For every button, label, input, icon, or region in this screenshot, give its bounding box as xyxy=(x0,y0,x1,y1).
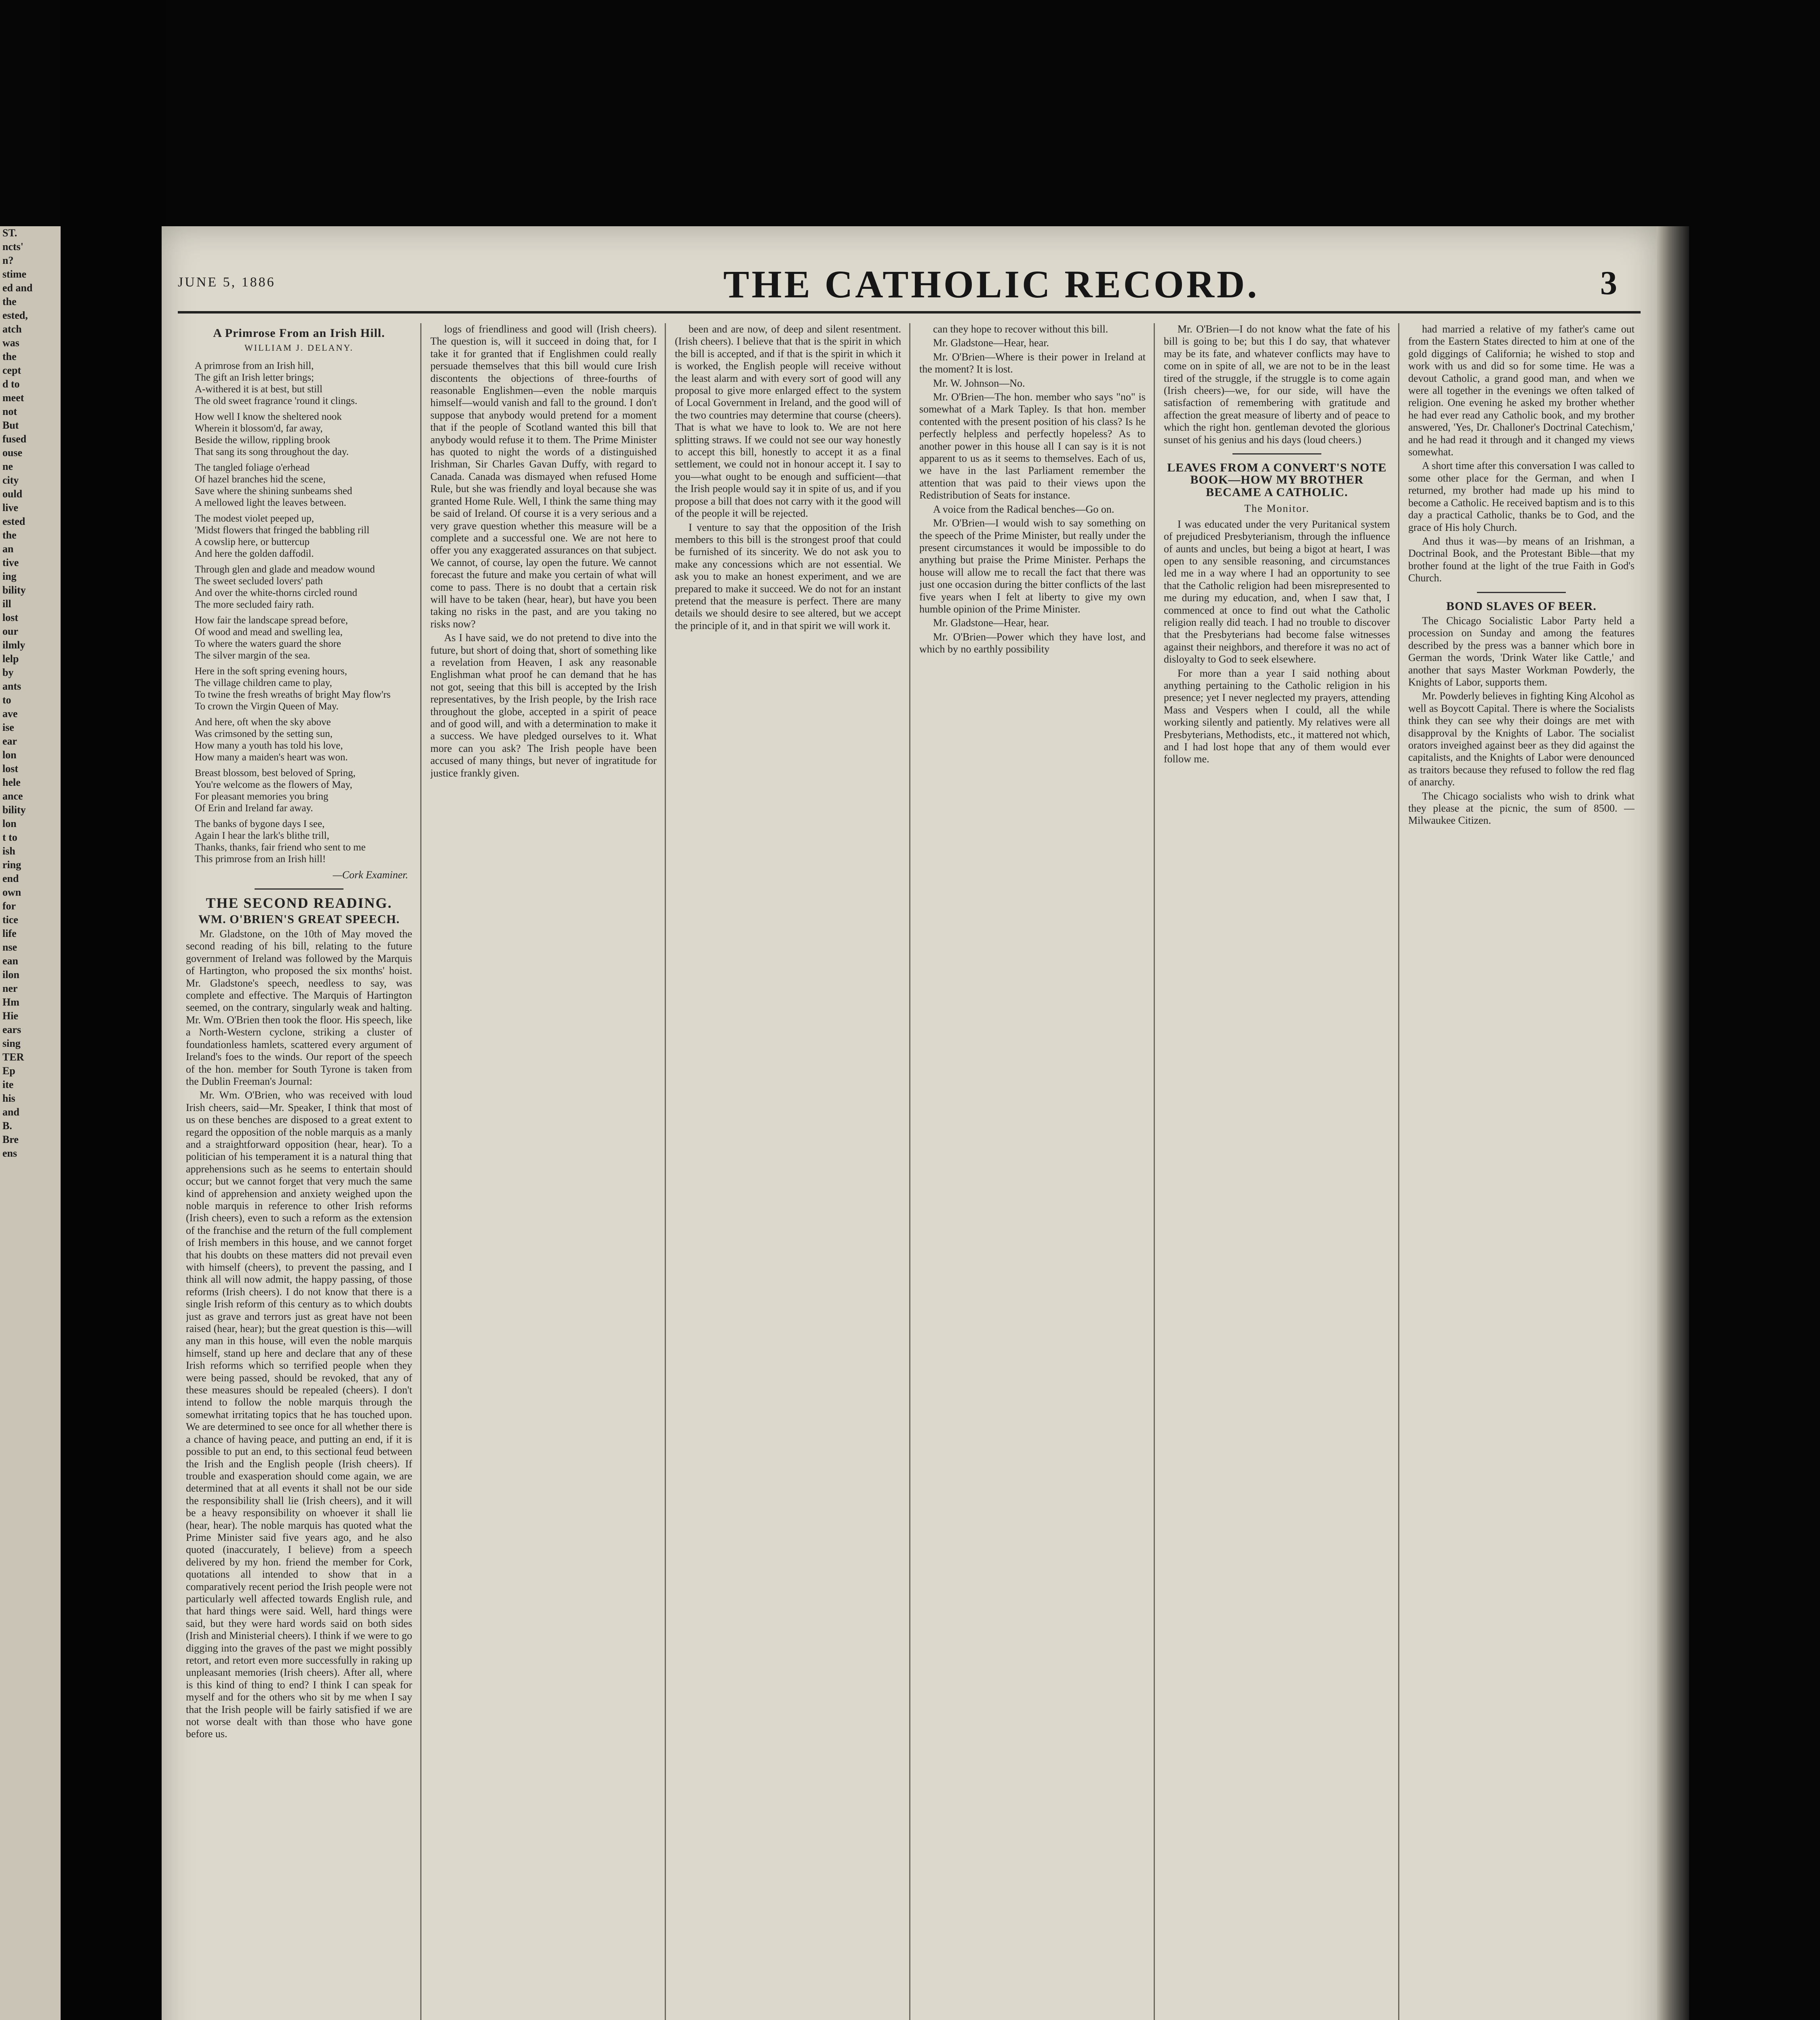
poem-stanza: How well I know the sheltered nook Wherein it blossom'd, far away, Beside the willow, rippling brook That sang its song throughout the day. xyxy=(195,411,349,457)
strip-fragment: fused xyxy=(2,433,27,445)
paragraph: I venture to say that the opposition of the Irish members to this bill is the strongest proof that could be furnished of its sincerity. We do not ask you to make any concessions which are not essential. We ask you to make an honest experiment, and we are prepared to make it succeed. We do not for an instant pretend that the measure is perfect. There are many details we should desire to see altered, but we accept the principle of it, and in that spirit we will work it. xyxy=(675,521,901,631)
column-rule xyxy=(909,323,910,2020)
article-source: The Monitor. xyxy=(1244,503,1310,515)
strip-fragment: sing xyxy=(2,1037,21,1049)
paragraph: Mr. Wm. O'Brien, who was received with loud Irish cheers, said—Mr. Speaker, I think that most of us on these benches are disposed to a great extent to regard the opposition of the noble marquis as a manly and a straightforward opposition (hear, hear). To a politician of his temperament it is a natural thing that apprehensions such as he seems to entertain should occur; but we cannot forget that very much the same kind of apprehension and anxiety weighed upon the noble marquis in reference to other Irish reforms (Irish cheers), even to such a reform as the extension of the franchise and the return of the full complement of Irish members in this house, and we cannot forget that his doubts on these matters did not prevail even with himself (cheers), to prevent the passing, and I think all will now admit, the happy passing, of those reforms (Irish cheers). I do not know that there is a single Irish reform of this century as to which doubts just as grave and terrors just as great have not been raised (hear, hear); but the great question is this—will any man in this house, will even the noble marquis himself, stand up here and declare that any of these Irish reforms which so terrified people when they were being passed, should be revoked, that any of these measures should be repealed (cheers). I don't intend to follow the noble marquis through the somewhat irritating topics that he has touched upon. We are determined to see once for all whether there is a chance of having peace, and putting an end, if it is possible to put an end, to this sectional feud between the Irish and the English people (Irish cheers). If trouble and exasperation should come again, we are determined that at all events it shall not be our side the responsibility shall lie (Irish cheers), and it will be a heavy responsibility on whoever it shall lie (hear, hear). The noble marquis has quoted what the Prime Minister said five years ago, and he also quoted (inaccurately, I believe) from a speech delivered by my hon. friend the member for Cork, quotations all intended to show that in a comparatively recent period the Irish people were not particularly well affected towards English rule, and that hard things were said. Well, hard things were said, but they were hard words said on both sides (Irish and Ministerial cheers). I think if we were to go digging into the graves of the past we might possibly retort, and retort even more successfully in raking up unpleasant memories (Irish cheers). After all, where is this kind of thing to end? I think I can speak for myself and for the others who sit by me when I say that the Irish people will be fairly satisfied if we are not worse dealt with than those who have gone before us. xyxy=(186,1089,412,1740)
strip-fragment: Hie xyxy=(2,1010,18,1022)
strip-fragment: ance xyxy=(2,790,23,802)
strip-fragment: Hm xyxy=(2,996,19,1008)
poem-author: WILLIAM J. DELANY. xyxy=(244,343,354,353)
poem-stanza: The tangled foliage o'erhead Of hazel branches hid the scene, Save where the shining sunbeams shed A mellowed light the leaves between. xyxy=(195,462,352,508)
strip-fragment: ner xyxy=(2,983,18,994)
column-1 xyxy=(186,323,412,2020)
paragraph: The Chicago socialists who wish to drink what they please at the picnic, the sum of 8500. —Milwaukee Citizen. xyxy=(1408,790,1635,827)
newspaper-title: THE CATHOLIC RECORD. xyxy=(723,263,1260,306)
column-3 xyxy=(675,323,901,2020)
strip-fragment: and xyxy=(2,1106,19,1118)
paragraph: A short time after this conversation I was called to some other place for the German, and when I returned, my brother had made up his mind to become a Catholic. He received baptism and is to this day a practical Catholic, thanks be to God, and the grace of His holy Church. xyxy=(1408,460,1635,533)
strip-fragment: ST. xyxy=(2,227,17,239)
strip-fragment: lon xyxy=(2,818,17,829)
paragraph: Mr. W. Johnson—No. xyxy=(933,377,1025,389)
article-body xyxy=(1164,518,1390,766)
paragraph: logs of friendliness and good will (Irish cheers). The question is, will it succeed in doing that, for I take it for granted that if Englishmen could really persuade themselves that this bill would cure Irish discontents the objections of three-fourths of reasonable Englishmen—even the noble marquis himself—would vanish and fall to the ground. I don't suppose that anybody would pretend for a moment that if the people of Scotland wanted this bill that anybody would refuse it to them. The Prime Minister has quoted to night the words of a distinguished Irishman, Sir Charles Gavan Duffy, with regard to Canada. Canada was dismayed when refused Home Rule, but she was friendly and loyal because she was granted Home Rule. Well, I think the same thing may be said of Ireland. Of course it is a very serious and a very grave question whether this measure will be a complete and a successful one. We are not here to offer you any exaggerated assurances on that subject. We cannot, of course, lay open the future. We cannot forecast the future and make you certain of what will come to pass. There is no doubt that a certain risk will have to be taken (hear, hear), but have you been taking no risks in the past, and are you taking no risks now? xyxy=(430,323,657,630)
strip-fragment: life xyxy=(2,928,17,939)
issue-date: JUNE 5, 1886 xyxy=(178,275,276,290)
page-number: 3 xyxy=(1600,264,1617,302)
strip-fragment: the xyxy=(2,351,17,362)
column-rule xyxy=(420,323,421,2020)
section-divider xyxy=(1232,453,1321,455)
poem-stanza: Through glen and glade and meadow wound The sweet secluded lovers' path And over the white-thorns circled round The more secluded fairy rath. xyxy=(195,564,375,610)
column-6 xyxy=(1408,323,1635,2020)
strip-fragment: his xyxy=(2,1092,15,1104)
column-5 xyxy=(1164,323,1390,2020)
strip-fragment: d to xyxy=(2,378,20,390)
strip-fragment: to xyxy=(2,694,11,706)
strip-fragment: ear xyxy=(2,735,17,747)
column-rule xyxy=(665,323,666,2020)
paragraph: I was educated under the very Puritanical system of prejudiced Presbyterianism, through the influence of aunts and uncles, but being a bigot at heart, I was open to any sensible reasoning, and circumstances led me in a way where I had an opportunity to see that the Catholic religion had been misrepresented to me during my education, and, when I saw that, I commenced at once to find out what the Catholic religion really did teach. I had no trouble to discover that the Presbyterians had become false witnesses against their neighbors, and therefore it was no act of disloyalty to God to seek elsewhere. xyxy=(1164,518,1390,665)
strip-fragment: end xyxy=(2,873,19,884)
strip-fragment: ne xyxy=(2,461,13,472)
article-body xyxy=(1408,323,1635,585)
paragraph: can they hope to recover without this bill. xyxy=(933,323,1108,335)
strip-fragment: ave xyxy=(2,708,18,720)
paragraph: Mr. Gladstone, on the 10th of May moved the second reading of his bill, relating to the future government of Ireland was followed by the Marquis of Hartington, who proposed the six months' hoist. Mr. Gladstone's speech, needless to say, was complete and effective. The Marquis of Hartington seemed, on the contrary, singularly weak and halting. Mr. Wm. O'Brien then took the floor. His speech, like a North-Western cyclone, striking a cluster of foundationless hamlets, scattered every argument of Ireland's foes to the winds. Our report of the speech of the hon. member for South Tyrone is taken from the Dublin Freeman's Journal: xyxy=(186,928,412,1087)
previous-page-strip xyxy=(0,226,61,2020)
paragraph: The Chicago Socialistic Labor Party held a procession on Sunday and among the features described by the press was a banner which bore in German the words, 'Drink Water like Cattle,' and another that says Master Workman Powderly, the Knights of Labor, supports them. xyxy=(1408,614,1635,688)
strip-fragment: hele xyxy=(2,776,21,788)
article-body xyxy=(1164,323,1390,446)
paragraph: Mr. Gladstone—Hear, hear. xyxy=(933,337,1049,349)
strip-fragment: our xyxy=(2,625,18,637)
article-body xyxy=(675,323,901,632)
strip-fragment: own xyxy=(2,886,21,898)
strip-fragment: ing xyxy=(2,570,17,582)
page-edge-shadow xyxy=(1657,226,1689,2020)
strip-fragment: ens xyxy=(2,1147,17,1159)
strip-fragment: ested, xyxy=(2,309,28,321)
strip-fragment: ilmly xyxy=(2,639,25,651)
poem-signature: —Cork Examiner. xyxy=(333,869,408,881)
strip-fragment: ite xyxy=(2,1079,14,1090)
strip-fragment: the xyxy=(2,529,17,541)
paragraph: Mr. O'Brien—The hon. member who says "no" is somewhat of a Mark Tapley. Is that hon. member contented with the present position of his class? Is he perfectly helpless and perfectly hopeless? As to another power in this house all I can say is it is not apparent to us as it seems to themselves. Each of us, we have in the last Parliament remember the attention that was paid to their views upon the Redistribution of Seats for instance. xyxy=(919,391,1146,501)
column-rule xyxy=(1154,323,1155,2020)
poem-body xyxy=(186,360,412,865)
strip-fragment: ncts' xyxy=(2,241,23,253)
strip-fragment: ring xyxy=(2,859,21,871)
strip-fragment: tive xyxy=(2,557,19,568)
paragraph: Mr. O'Brien—Power which they have lost, and which by no earthly possibility xyxy=(919,631,1146,655)
strip-fragment: ean xyxy=(2,955,18,967)
strip-fragment: the xyxy=(2,296,17,307)
strip-fragment: ested xyxy=(2,516,25,527)
column-rule xyxy=(1398,323,1399,2020)
article-heading: BOND SLAVES OF BEER. xyxy=(1446,599,1597,613)
strip-fragment: nse xyxy=(2,941,17,953)
paragraph: As I have said, we do not pretend to dive into the future, but short of doing that, short of something like a revelation from Heaven, I ask any reasonable Englishman what proof he can demand that he has not got, seeing that this bill is accepted by the Irish representatives, by the Irish people, by the Irish race throughout the globe, accepted in a spirit of peace and of good will, and with a determination to make it a success. We have pledged ourselves to it. What more can you ask? The Irish people have been accused of many things, but never of ingratitude for justice frankly given. xyxy=(430,632,657,779)
column-4 xyxy=(919,323,1146,2020)
strip-fragment: Bre xyxy=(2,1134,19,1145)
section-divider xyxy=(1477,592,1566,593)
paragraph: Mr. O'Brien—Where is their power in Ireland at the moment? It is lost. xyxy=(919,351,1146,375)
article-subheading: WM. O'BRIEN'S GREAT SPEECH. xyxy=(198,912,400,926)
poem-title: A Primrose From an Irish Hill. xyxy=(213,326,385,340)
poem-stanza: How fair the landscape spread before, Of wood and mead and swelling lea, To where the waters guard the shore The silver margin of the sea. xyxy=(195,614,348,661)
strip-fragment: B. xyxy=(2,1120,12,1132)
column-2 xyxy=(430,323,657,2020)
strip-fragment: But xyxy=(2,419,19,431)
paragraph: Mr. O'Brien—I do not know what the fate of his bill is going to be; but this I do say, that whatever may be its fate, and whatever conflicts may have to come on in spite of all, we are not to be in the least tired of the struggle, if the struggle is to come again (Irish cheers)—we, for our side, will have the satisfaction of remembering with gratitude and affection the great measure of liberty and of peace to which the right hon. gentleman devoted the glorious sunset of his genius and his days (loud cheers.) xyxy=(1164,323,1390,446)
article-body xyxy=(186,928,412,1740)
strip-fragment: ise xyxy=(2,722,14,733)
article-body xyxy=(430,323,657,779)
paragraph: had married a relative of my father's came out from the Eastern States directed to him at one of the gold diggings of California; he wished to stop and work with us and did so for some time. He was a devout Catholic, a grand good man, and when we were all together in the evenings we often talked of religion. One evening he asked my brother whether he had ever read any Catholic book, and my brother answered, 'Yes, Dr. Challoner's Doctrinal Catechism,' and he had read it through and it changed my views somewhat. xyxy=(1408,323,1635,458)
poem-stanza: Breast blossom, best beloved of Spring, You're welcome as the flowers of May, For pleasant memories you bring Of Erin and Ireland far away. xyxy=(195,767,356,814)
strip-fragment: atch xyxy=(2,323,22,335)
strip-fragment: ould xyxy=(2,488,23,500)
paragraph: Mr. Powderly believes in fighting King Alcohol as well as Boycott Capital. There is where the Socialists think they can see why their doings are met with disapproval by the Knights of Labor. The socialist orators inveighed against beer as they did against the capitalists, and the Knights of Labor were denounced as traitors because they refused to follow the red flag of anarchy. xyxy=(1408,690,1635,788)
paragraph: Mr. O'Brien—I would wish to say something on the speech of the Prime Minister, but really under the present circumstances it would be impossible to do anything but praise the Prime Minister. Perhaps the house will allow me to recall the fact that there was just one occasion during the bitter conflicts of the last five years when I felt at liberty to give my own humble opinion of the Prime Minister. xyxy=(919,517,1146,615)
strip-fragment: tice xyxy=(2,914,18,926)
strip-fragment: n? xyxy=(2,255,14,266)
strip-fragment: ouse xyxy=(2,447,23,459)
strip-fragment: lost xyxy=(2,612,18,623)
strip-fragment: city xyxy=(2,474,19,486)
article-body xyxy=(919,323,1146,656)
strip-fragment: ilon xyxy=(2,969,19,981)
paragraph: Mr. Gladstone—Hear, hear. xyxy=(933,617,1049,629)
strip-fragment: ears xyxy=(2,1024,21,1035)
page-gutter xyxy=(61,0,166,2020)
poem-stanza: The banks of bygone days I see, Again I hear the lark's blithe trill, Thanks, thanks, fair friend who sent to me This primrose from an Irish hill! xyxy=(195,818,366,865)
paragraph: A voice from the Radical benches—Go on. xyxy=(933,503,1114,515)
strip-fragment: bility xyxy=(2,804,26,816)
section-divider xyxy=(255,888,343,890)
poem-stanza: The modest violet peeped up, 'Midst flowers that fringed the babbling rill A cowslip here, or buttercup And here the golden daffodil. xyxy=(195,513,370,559)
strip-fragment: t to xyxy=(2,831,17,843)
masthead xyxy=(162,226,1657,306)
article-heading: LEAVES FROM A CONVERT'S NOTE BOOK—HOW MY BROTHER BECAME A CATHOLIC. xyxy=(1167,461,1387,499)
strip-fragment: lelp xyxy=(2,653,19,665)
strip-fragment: cept xyxy=(2,364,21,376)
strip-fragment: an xyxy=(2,543,14,555)
strip-fragment: TER xyxy=(2,1051,24,1063)
poem-stanza: A primrose from an Irish hill, The gift an Irish letter brings; A-withered it is at best, but still The old sweet fragrance 'round it clings. xyxy=(195,360,358,406)
strip-fragment: lost xyxy=(2,763,18,774)
strip-fragment: ish xyxy=(2,845,15,857)
paragraph: And thus it was—by means of an Irishman, a Doctrinal Book, and the Protestant Bible—that my brother found at the light of the true Faith in God's Church. xyxy=(1408,535,1635,584)
paragraph: been and are now, of deep and silent resentment. (Irish cheers). I believe that that is the spirit in which the bill is accepted, and if that is the spirit in which it is worked, the English people will receive without the least alarm and with every sort of good will any proposal to give more enlarged effect to the system of Local Government in Ireland, and the good will of the two countries may determine that course (cheers). That is what we have to look to. We are not here splitting straws. If we could not see our way honestly to accept this bill, honestly to accept it as a final settlement, we could not in honour accept it. I say to you—what ought to be enough and sufficient—that the Irish people would say it in spite of us, and if you propose a bill that does not carry with it the good will of the people it will be rejected. xyxy=(675,323,901,520)
paragraph: For more than a year I said nothing about anything pertaining to the Catholic religion in his presence; yet I never neglected my prayers, attending Mass and Vespers when I could, all the while working silently and patiently. My relatives were all Presbyterians, Methodists, etc., it mattered not which, and I had lost hope that any of them would ever follow me. xyxy=(1164,667,1390,765)
strip-fragment: stime xyxy=(2,268,27,280)
strip-fragment: by xyxy=(2,667,14,678)
strip-fragment: ill xyxy=(2,598,11,610)
strip-fragment: was xyxy=(2,337,19,349)
poem-stanza: Here in the soft spring evening hours, The village children came to play, To twine the fresh wreaths of bright May flow'rs To crown the Virgin Queen of May. xyxy=(195,665,391,712)
strip-fragment: meet xyxy=(2,392,24,404)
masthead-rule xyxy=(178,311,1641,314)
strip-fragment: for xyxy=(2,900,16,912)
article-body xyxy=(1408,615,1635,827)
strip-fragment: not xyxy=(2,406,17,417)
strip-fragment: ants xyxy=(2,680,21,692)
poem-stanza: And here, oft when the sky above Was crimsoned by the setting sun, How many a youth has told his love, How many a maiden's heart was won. xyxy=(195,716,348,763)
strip-fragment: bility xyxy=(2,584,26,596)
strip-fragment: live xyxy=(2,502,18,513)
strip-fragment: lon xyxy=(2,749,17,761)
article-heading: THE SECOND READING. xyxy=(206,895,392,911)
strip-fragment: ed and xyxy=(2,282,33,294)
newspaper-page xyxy=(162,226,1657,2020)
strip-fragment: Ep xyxy=(2,1065,15,1077)
